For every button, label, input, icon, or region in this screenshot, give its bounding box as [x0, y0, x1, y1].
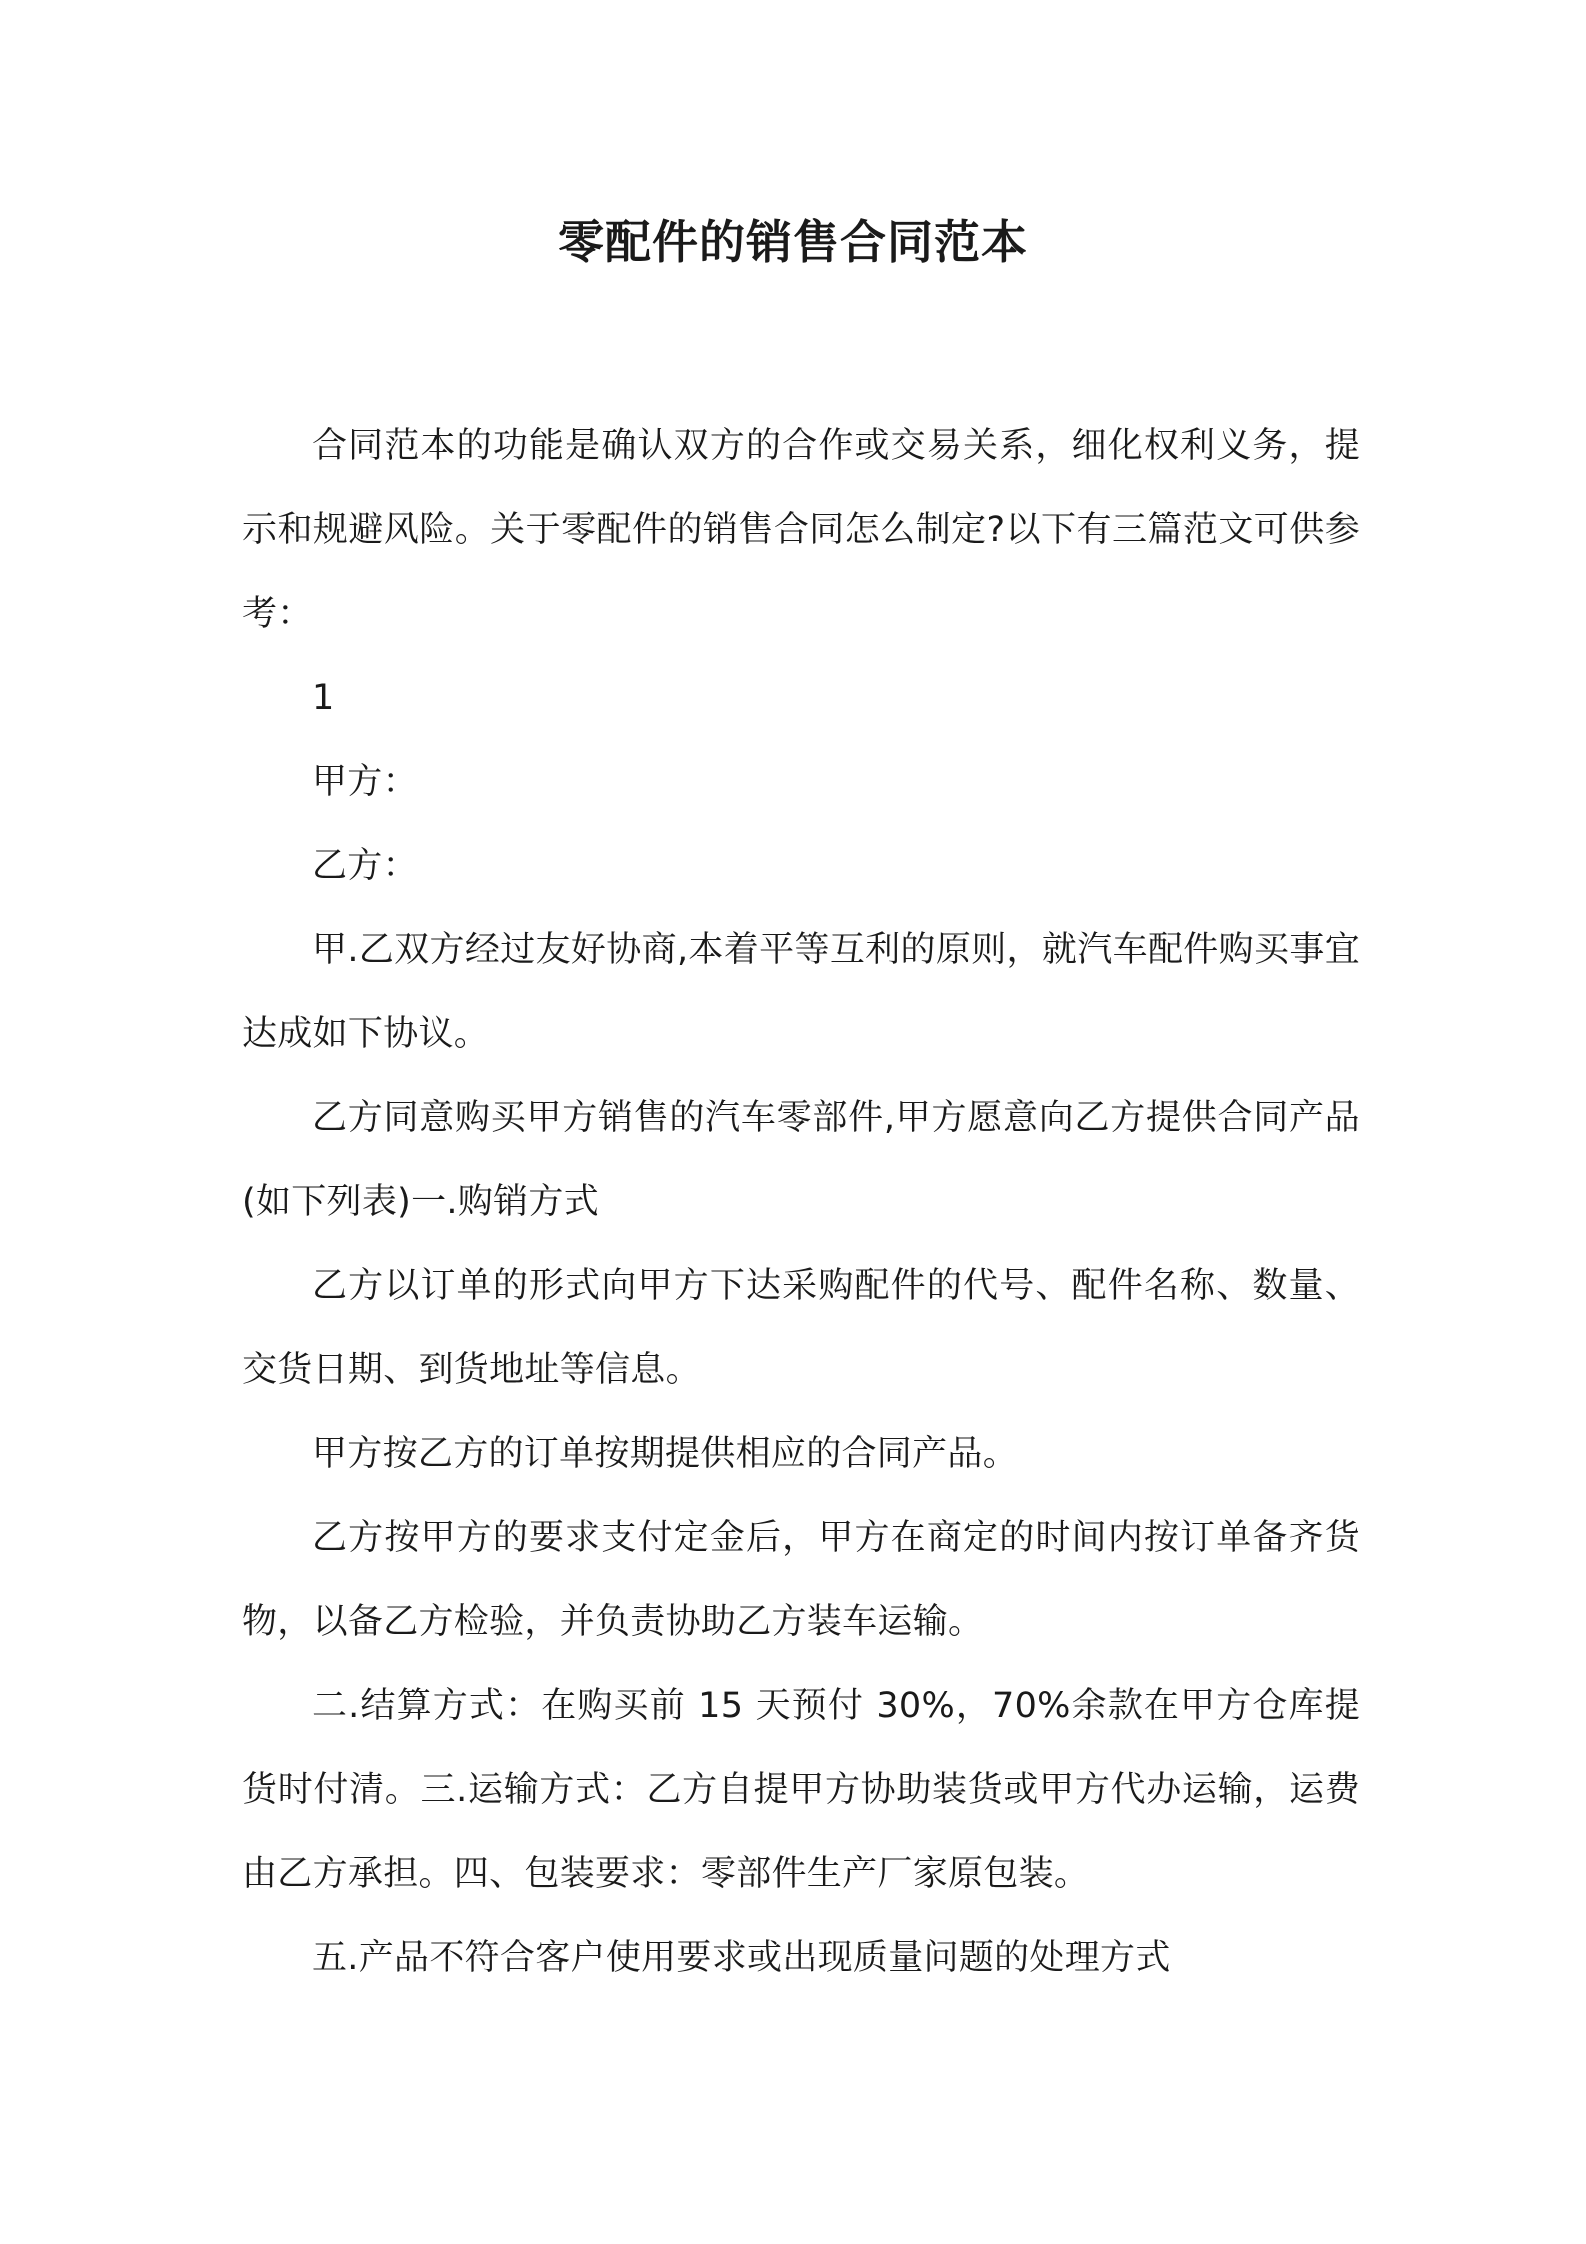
paragraph-intro: 合同范本的功能是确认双方的合作或交易关系，细化权利义务，提示和规避风险。关于零配件的销售合同怎么制定?以下有三篇范文可供参考：: [242, 426, 1360, 634]
paragraph-purchase-method: 乙方同意购买甲方销售的汽车零部件,甲方愿意向乙方提供合同产品(如下列表)一.购销方式: [242, 1098, 1360, 1222]
paragraph-party-a: 甲方：: [312, 762, 418, 802]
paragraph-agreement: 甲.乙双方经过友好协商,本着平等互利的原则，就汽车配件购买事宜达成如下协议。: [242, 930, 1360, 1054]
document-title: 零配件的销售合同范本: [558, 215, 1028, 269]
paragraph-quality-issues: 五.产品不符合客户使用要求或出现质量问题的处理方式: [312, 1938, 1171, 1978]
paragraph-party-b: 乙方：: [312, 846, 418, 886]
paragraph-deposit: 乙方按甲方的要求支付定金后，甲方在商定的时间内按订单备齐货物，以备乙方检验，并负责协助乙方装车运输。: [242, 1518, 1360, 1642]
paragraph-settlement: 二.结算方式：在购买前 15 天预付 30%，70%余款在甲方仓库提货时付清。三.运输方式：乙方自提甲方协助装货或甲方代办运输，运费由乙方承担。四、包装要求：零部件生产厂家原包装。: [242, 1686, 1360, 1894]
paragraph-section-number: 1: [312, 678, 335, 718]
paragraph-order-info: 乙方以订单的形式向甲方下达采购配件的代号、配件名称、数量、交货日期、到货地址等信息。: [242, 1266, 1360, 1390]
paragraph-supply: 甲方按乙方的订单按期提供相应的合同产品。: [312, 1434, 1019, 1474]
document-body: [242, 404, 1360, 2000]
